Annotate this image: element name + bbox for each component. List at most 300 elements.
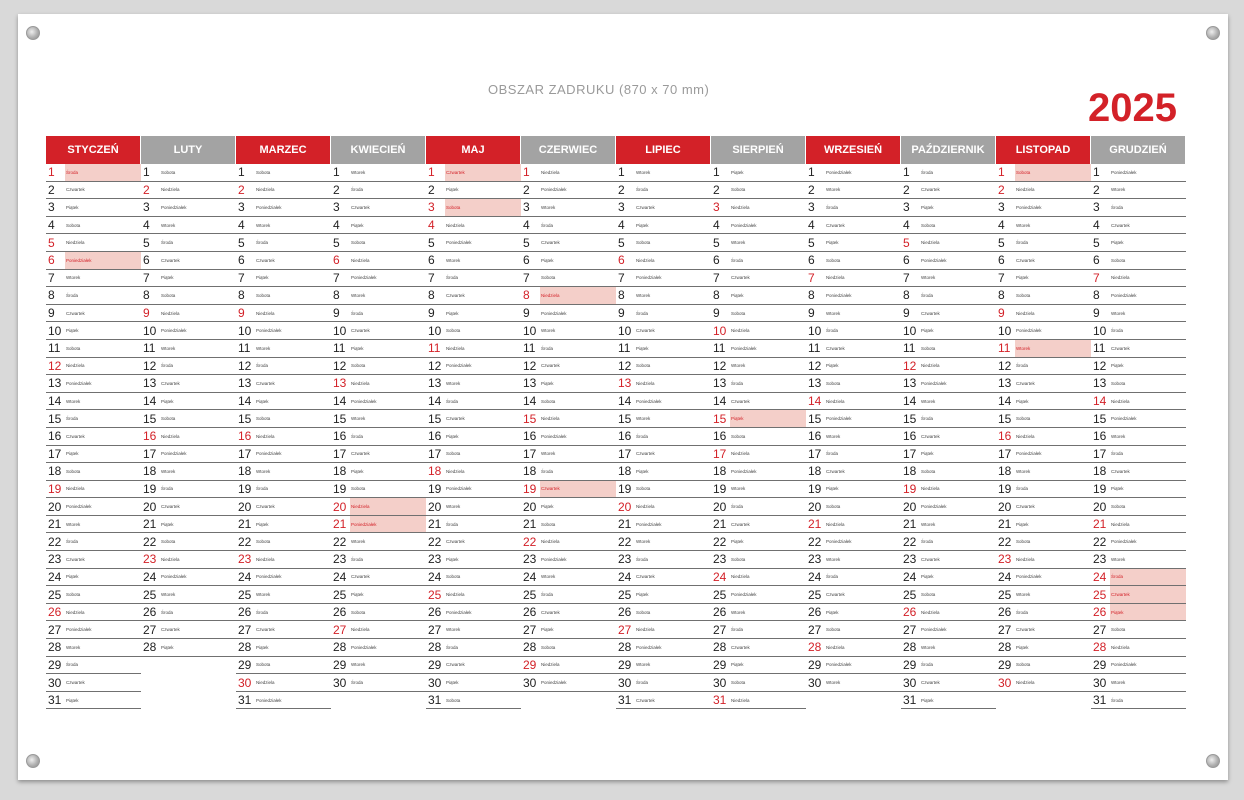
day-text — [445, 252, 521, 269]
weekday-label: Poniedziałek — [351, 275, 377, 281]
weekday-label: Środa — [1016, 240, 1029, 246]
day-number: 30 — [48, 675, 62, 690]
weekday-label: Niedziela — [1111, 521, 1130, 527]
day-number: 27 — [998, 622, 1012, 637]
weekday-label: Sobota — [541, 644, 556, 650]
day-number: 8 — [618, 288, 625, 303]
weekday-label: Poniedziałek — [161, 451, 187, 457]
month-header: SIERPIEŃ — [711, 136, 805, 164]
day-row — [236, 358, 331, 376]
day-row — [901, 604, 996, 622]
day-row — [616, 569, 711, 587]
day-text — [1015, 586, 1091, 603]
day-text — [445, 586, 521, 603]
day-number: 25 — [523, 587, 537, 602]
day-row — [711, 199, 806, 217]
day-row — [1091, 604, 1186, 622]
weekday-label: Poniedziałek — [636, 398, 662, 404]
day-text — [635, 199, 711, 216]
day-number: 17 — [523, 446, 537, 461]
weekday-label: Czwartek — [1111, 345, 1130, 351]
day-row — [1091, 375, 1186, 393]
day-row — [1091, 692, 1186, 710]
weekday-label: Sobota — [636, 486, 651, 492]
day-row — [46, 692, 141, 710]
day-row — [1091, 270, 1186, 288]
day-number: 7 — [48, 270, 55, 285]
weekday-label: Środa — [731, 380, 744, 386]
day-row — [901, 516, 996, 534]
day-number: 23 — [1093, 552, 1107, 567]
day-row — [806, 375, 901, 393]
weekday-label: Wtorek — [826, 310, 841, 316]
day-row — [616, 604, 711, 622]
weekday-label: Wtorek — [921, 644, 936, 650]
weekday-label: Środa — [636, 556, 649, 562]
day-text — [350, 481, 426, 498]
day-number: 3 — [1093, 200, 1100, 215]
day-row — [141, 586, 236, 604]
weekday-label: Sobota — [731, 433, 746, 439]
weekday-label: Środa — [541, 592, 554, 598]
weekday-label: Wtorek — [161, 592, 176, 598]
day-number: 1 — [523, 165, 530, 180]
weekday-label: Środa — [1111, 451, 1124, 457]
day-row — [46, 393, 141, 411]
day-text — [350, 533, 426, 550]
day-row — [616, 639, 711, 657]
day-text — [445, 234, 521, 251]
day-text — [920, 322, 996, 339]
day-text — [1015, 569, 1091, 586]
day-text — [825, 287, 901, 304]
day-number: 19 — [48, 481, 62, 496]
day-number: 3 — [333, 200, 340, 215]
day-text — [255, 393, 331, 410]
day-row — [711, 481, 806, 499]
day-number: 22 — [333, 534, 347, 549]
weekday-label: Sobota — [256, 169, 271, 175]
day-row — [616, 164, 711, 182]
day-row — [426, 586, 521, 604]
day-number: 7 — [998, 270, 1005, 285]
day-number: 28 — [143, 640, 157, 655]
weekday-label: Sobota — [66, 592, 81, 598]
day-number: 20 — [618, 499, 632, 514]
weekday-label: Środa — [731, 257, 744, 263]
day-text — [255, 287, 331, 304]
day-text — [160, 270, 236, 287]
day-row — [521, 657, 616, 675]
day-number: 2 — [428, 182, 435, 197]
day-row — [46, 551, 141, 569]
day-number: 30 — [1093, 675, 1107, 690]
day-text — [825, 481, 901, 498]
weekday-label: Czwartek — [161, 380, 180, 386]
day-text — [730, 340, 806, 357]
day-row — [806, 252, 901, 270]
day-row — [141, 358, 236, 376]
day-row — [901, 305, 996, 323]
day-text — [445, 164, 521, 181]
weekday-label: Niedziela — [1111, 644, 1130, 650]
day-number: 27 — [333, 622, 347, 637]
day-row — [901, 446, 996, 464]
weekday-label: Poniedziałek — [826, 416, 852, 422]
day-row — [521, 604, 616, 622]
weekday-label: Sobota — [1016, 169, 1031, 175]
day-text — [825, 463, 901, 480]
day-number: 24 — [48, 569, 62, 584]
day-row — [331, 393, 426, 411]
day-row — [1091, 639, 1186, 657]
weekday-label: Wtorek — [161, 345, 176, 351]
day-text — [255, 322, 331, 339]
weekday-label: Środa — [1111, 328, 1124, 334]
day-row — [426, 498, 521, 516]
weekday-label: Sobota — [446, 697, 461, 703]
weekday-label: Niedziela — [446, 345, 465, 351]
day-row — [996, 340, 1091, 358]
day-row — [331, 252, 426, 270]
weekday-label: Wtorek — [1111, 310, 1126, 316]
day-number: 13 — [48, 376, 62, 391]
day-number: 21 — [903, 517, 917, 532]
day-text — [920, 199, 996, 216]
day-row — [521, 217, 616, 235]
day-number: 28 — [523, 640, 537, 655]
day-row — [711, 375, 806, 393]
day-row — [521, 252, 616, 270]
day-row — [711, 287, 806, 305]
month-column — [141, 136, 236, 720]
day-row — [426, 481, 521, 499]
day-number: 19 — [998, 481, 1012, 496]
weekday-label: Sobota — [826, 257, 841, 263]
weekday-label: Wtorek — [1111, 187, 1126, 193]
day-text — [1015, 621, 1091, 638]
weekday-label: Środa — [256, 240, 269, 246]
weekday-label: Piątek — [446, 187, 459, 193]
day-row — [996, 586, 1091, 604]
day-number: 9 — [428, 306, 435, 321]
day-text — [350, 305, 426, 322]
day-text — [730, 692, 806, 709]
day-text — [160, 621, 236, 638]
day-row — [236, 463, 331, 481]
day-text — [1110, 569, 1186, 586]
weekday-label: Wtorek — [731, 486, 746, 492]
day-text — [350, 569, 426, 586]
day-row — [141, 375, 236, 393]
day-text — [1015, 217, 1091, 234]
day-row — [1091, 164, 1186, 182]
day-row — [141, 234, 236, 252]
day-text — [635, 569, 711, 586]
day-row — [616, 428, 711, 446]
day-row — [1091, 533, 1186, 551]
day-row — [616, 481, 711, 499]
day-row — [426, 234, 521, 252]
weekday-label: Niedziela — [1111, 275, 1130, 281]
day-number: 5 — [1093, 235, 1100, 250]
day-number: 24 — [143, 569, 157, 584]
weekday-label: Poniedziałek — [826, 169, 852, 175]
day-row — [806, 463, 901, 481]
weekday-label: Sobota — [161, 169, 176, 175]
weekday-label: Sobota — [446, 328, 461, 334]
day-number: 1 — [1093, 165, 1100, 180]
day-number: 7 — [523, 270, 530, 285]
month-column — [806, 136, 901, 720]
day-row — [996, 481, 1091, 499]
day-number: 19 — [713, 481, 727, 496]
day-text — [540, 217, 616, 234]
day-row — [46, 481, 141, 499]
day-text — [65, 674, 141, 691]
weekday-label: Poniedziałek — [1016, 451, 1042, 457]
day-row — [996, 252, 1091, 270]
day-row — [236, 516, 331, 534]
day-row — [901, 217, 996, 235]
day-number: 12 — [618, 358, 632, 373]
day-number: 15 — [143, 411, 157, 426]
weekday-label: Sobota — [636, 609, 651, 615]
day-row — [236, 234, 331, 252]
day-text — [65, 533, 141, 550]
day-text — [920, 692, 996, 709]
weekday-label: Wtorek — [446, 504, 461, 510]
weekday-label: Czwartek — [541, 609, 560, 615]
day-row — [521, 428, 616, 446]
day-text — [350, 164, 426, 181]
day-number: 13 — [808, 376, 822, 391]
day-number: 18 — [808, 464, 822, 479]
day-number: 1 — [238, 165, 245, 180]
day-number: 11 — [143, 341, 156, 356]
day-text — [350, 340, 426, 357]
day-text — [635, 217, 711, 234]
day-text — [1110, 463, 1186, 480]
day-row — [426, 657, 521, 675]
day-text — [540, 551, 616, 568]
day-row — [521, 410, 616, 428]
day-row — [996, 410, 1091, 428]
day-row — [1091, 569, 1186, 587]
day-row — [426, 569, 521, 587]
day-row — [426, 621, 521, 639]
day-number: 1 — [998, 165, 1005, 180]
day-number: 20 — [998, 499, 1012, 514]
day-row — [46, 674, 141, 692]
day-number: 1 — [618, 165, 625, 180]
day-number: 22 — [903, 534, 917, 549]
weekday-label: Niedziela — [1016, 556, 1035, 562]
day-text — [635, 674, 711, 691]
day-number: 8 — [48, 288, 55, 303]
day-text — [160, 569, 236, 586]
day-row — [521, 322, 616, 340]
day-row — [616, 375, 711, 393]
weekday-label: Środa — [66, 292, 79, 298]
day-text — [730, 375, 806, 392]
day-text — [540, 516, 616, 533]
day-number: 14 — [618, 394, 632, 409]
weekday-label: Wtorek — [541, 451, 556, 457]
day-row — [616, 621, 711, 639]
day-number: 13 — [238, 376, 252, 391]
weekday-label: Piątek — [256, 521, 269, 527]
day-number: 13 — [713, 376, 727, 391]
day-text — [160, 322, 236, 339]
day-row — [901, 287, 996, 305]
day-text — [920, 270, 996, 287]
day-row — [46, 234, 141, 252]
day-text — [730, 569, 806, 586]
day-number: 27 — [713, 622, 727, 637]
day-number: 14 — [143, 394, 157, 409]
day-row — [141, 199, 236, 217]
month-header: GRUDZIEŃ — [1091, 136, 1185, 164]
day-text — [540, 498, 616, 515]
day-text — [445, 657, 521, 674]
day-number: 1 — [143, 165, 150, 180]
day-text — [445, 375, 521, 392]
day-number: 15 — [428, 411, 442, 426]
weekday-label: Wtorek — [256, 222, 271, 228]
day-row — [521, 182, 616, 200]
day-number: 6 — [333, 253, 340, 268]
weekday-label: Sobota — [541, 398, 556, 404]
day-number: 27 — [618, 622, 632, 637]
day-number: 28 — [998, 640, 1012, 655]
weekday-label: Środa — [731, 504, 744, 510]
day-text — [540, 252, 616, 269]
day-number: 5 — [523, 235, 530, 250]
day-row — [996, 287, 1091, 305]
day-row — [996, 621, 1091, 639]
day-row — [426, 551, 521, 569]
day-row — [46, 358, 141, 376]
weekday-label: Piątek — [541, 257, 554, 263]
day-number: 12 — [998, 358, 1012, 373]
day-number: 16 — [713, 429, 727, 444]
day-number: 14 — [523, 394, 537, 409]
day-row — [806, 657, 901, 675]
day-number: 19 — [808, 481, 822, 496]
weekday-label: Niedziela — [161, 556, 180, 562]
day-row — [616, 199, 711, 217]
day-number: 17 — [903, 446, 917, 461]
day-text — [350, 586, 426, 603]
weekday-label: Czwartek — [826, 222, 845, 228]
day-row — [331, 621, 426, 639]
day-number: 12 — [333, 358, 347, 373]
day-text — [635, 604, 711, 621]
weekday-label: Środa — [351, 187, 364, 193]
day-row — [521, 234, 616, 252]
day-number: 11 — [618, 341, 631, 356]
day-row — [806, 604, 901, 622]
weekday-label: Sobota — [66, 345, 81, 351]
day-number: 1 — [713, 165, 720, 180]
day-text — [350, 252, 426, 269]
weekday-label: Środa — [921, 292, 934, 298]
weekday-label: Czwartek — [636, 574, 655, 580]
day-number: 25 — [333, 587, 347, 602]
weekday-label: Niedziela — [161, 433, 180, 439]
weekday-label: Czwartek — [446, 416, 465, 422]
day-number: 7 — [1093, 270, 1100, 285]
day-number: 14 — [808, 394, 822, 409]
weekday-label: Wtorek — [541, 204, 556, 210]
day-number: 23 — [143, 552, 157, 567]
day-number: 26 — [143, 605, 157, 620]
day-text — [255, 234, 331, 251]
day-text — [825, 217, 901, 234]
weekday-label: Piątek — [66, 451, 79, 457]
day-number: 27 — [1093, 622, 1107, 637]
day-text — [350, 498, 426, 515]
year-title: 2025 — [1088, 86, 1177, 130]
day-text — [65, 393, 141, 410]
day-row — [996, 270, 1091, 288]
weekday-label: Poniedziałek — [826, 539, 852, 545]
day-row — [901, 481, 996, 499]
day-text — [65, 375, 141, 392]
day-row — [711, 182, 806, 200]
day-text — [255, 463, 331, 480]
day-row — [711, 217, 806, 235]
day-text — [1015, 375, 1091, 392]
day-row — [711, 551, 806, 569]
weekday-label: Środa — [1016, 609, 1029, 615]
day-number: 2 — [333, 182, 340, 197]
day-number: 4 — [713, 218, 720, 233]
day-text — [540, 586, 616, 603]
day-number: 26 — [903, 605, 917, 620]
day-text — [1110, 393, 1186, 410]
day-number: 10 — [713, 323, 727, 338]
day-text — [825, 428, 901, 445]
day-text — [160, 604, 236, 621]
weekday-label: Środa — [161, 240, 174, 246]
day-number: 6 — [1093, 253, 1100, 268]
day-text — [540, 234, 616, 251]
day-row — [141, 428, 236, 446]
weekday-label: Czwartek — [541, 363, 560, 369]
day-number: 28 — [618, 640, 632, 655]
day-text — [65, 410, 141, 427]
day-number: 16 — [48, 429, 62, 444]
day-number: 19 — [618, 481, 632, 496]
day-number: 17 — [998, 446, 1012, 461]
weekday-label: Piątek — [351, 468, 364, 474]
day-number: 10 — [998, 323, 1012, 338]
day-number: 5 — [998, 235, 1005, 250]
day-text — [255, 621, 331, 638]
weekday-label: Środa — [161, 486, 174, 492]
day-row — [711, 463, 806, 481]
weekday-label: Poniedziałek — [1111, 292, 1137, 298]
day-row — [711, 639, 806, 657]
day-number: 18 — [333, 464, 347, 479]
day-number: 12 — [143, 358, 157, 373]
weekday-label: Czwartek — [826, 345, 845, 351]
day-row — [901, 569, 996, 587]
day-row — [236, 446, 331, 464]
day-text — [540, 639, 616, 656]
